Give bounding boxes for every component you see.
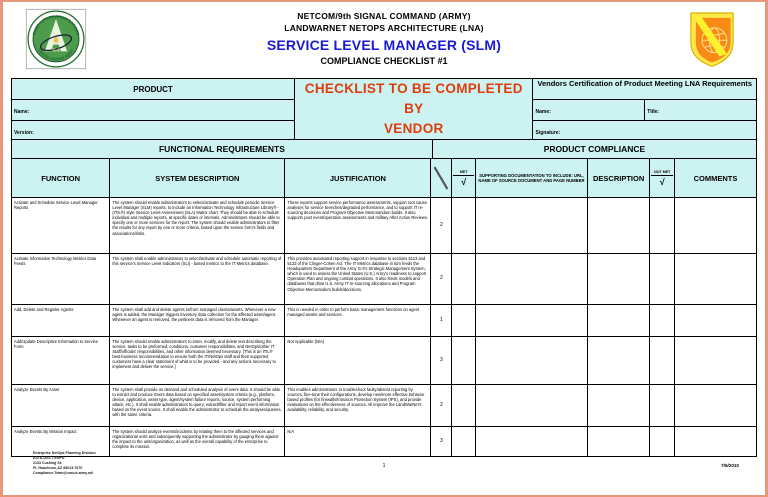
cell-not-met[interactable] [650,305,675,337]
product-vendor-band [11,78,757,140]
cell-system-description: The system shall provide on demand and scheduled analysis of event data. It should be able to extract and produce Event data based on specified asset/system criteria (e.g., platform, device, application, asset type, agent/system failure reports, source, system performing attack, etc.). It shall enable administrators to query, extract/filter and report event information based on the event source. It shall enable the administrator to schedule the analyses/queries, with the same criteria. [110,385,285,427]
footer-street: 2133 Cushing St. [33,461,62,466]
checklist-notice-line2: VENDOR [384,121,444,136]
cell-met[interactable] [452,254,476,305]
table-row [12,198,757,254]
product-name-value [31,108,35,116]
cell-supporting-documentation[interactable] [476,337,588,385]
document-footer [11,449,757,489]
cell-priority: 3 [431,427,452,457]
cell-priority: 2 [431,385,452,427]
cell-met[interactable] [452,385,476,427]
footer-email: Compliance.Team@conus.army.mil [33,471,94,476]
cell-not-met[interactable] [650,198,675,254]
vendor-certification-header: Vendors Certification of Product Meeting LNA Requirements [533,79,757,100]
cell-not-met[interactable] [650,337,675,385]
cell-system-description: The system shall enable administrators to select/activate and schedule automatic reporting of this service's Service Level Indicators (SLI) - based metrics to the IT Metrics database. [110,254,285,305]
cell-function: Add/Update Descriptive Information to Service Form [12,337,110,385]
column-header-met [452,159,476,198]
page-title: SERVICE LEVEL MANAGER (SLM) [266,37,502,53]
column-header-justification: JUSTIFICATION [285,159,431,198]
product-header: PRODUCT [12,79,295,100]
cell-comments[interactable] [675,385,757,427]
checklist-notice [295,79,533,140]
command-line: NETCOM/9th SIGNAL COMMAND (ARMY) [297,11,471,21]
product-compliance-header: PRODUCT COMPLIANCE [432,140,756,159]
table-row [12,385,757,427]
cell-met[interactable] [452,305,476,337]
vendor-name-label: Name: [535,109,551,115]
cell-function: Activate and Schedule Service Level Manager Reports [12,198,110,254]
cell-met[interactable] [452,337,476,385]
cell-description[interactable] [587,305,650,337]
cell-priority: 2 [431,198,452,254]
table-row [12,254,757,305]
cell-priority: 3 [431,337,452,385]
cell-description[interactable] [587,254,650,305]
met-check-icon: √ [461,176,467,187]
cell-supporting-documentation[interactable] [476,198,588,254]
vendor-name-field[interactable] [533,100,645,121]
cell-comments[interactable] [675,254,757,305]
svg-text:UNITED STATES ARMY: UNITED STATES ARMY [37,48,75,62]
cell-justification: This enables administrators to troubleshoot faulty/absent reporting by sources, fine-tune their configurations, develop new/more effective behavior based profiles (for firewalls/Intrusion Protection System (IPS), and provide evaluations on the effectiveness of sources. All improve the LandWarNet's availability, reliability, and security. [285,385,431,427]
footer-city-state-zip: Ft. Huachuca, AZ 85613-7070 [33,466,83,471]
cio-g6-seal-icon [25,8,87,70]
footer-org: Enterprise NetOps Planning Division [33,451,96,455]
cell-function: Analyze Events By Mission Impact [12,427,110,457]
cell-met[interactable] [452,198,476,254]
vendor-signature-value [562,129,566,137]
met-label: MET [453,168,474,176]
cell-system-description: The system shall add and delete agents to/from managed clients/assets. Whenever a new agent is added, the Manager triggers inventory data collection for the affected asset/agent. Whenever an agent is removed, the pertinent data is removed from the Manager. [110,305,285,337]
not-met-check-icon: √ [659,176,665,187]
column-header-function: FUNCTION [12,159,110,198]
cell-not-met[interactable] [650,254,675,305]
cell-priority: 1 [431,305,452,337]
column-header-supporting-documentation: SUPPORTING DOCUMENTATION TO INCLUDE: URL, NAME OF SOURCE DOCUMENT AND PAGE NUMBER [476,159,588,198]
cell-not-met[interactable] [650,385,675,427]
vendor-title-field[interactable] [645,100,757,121]
cell-comments[interactable] [675,337,757,385]
column-header-not-met [650,159,675,198]
column-header-system-description: SYSTEM DESCRIPTION [110,159,285,198]
document-date: 7/6/2010 [721,463,739,468]
column-header-comments: COMMENTS [675,159,757,198]
cell-function: Analyze Events By Asset [12,385,110,427]
cell-justification: This is needed in order to perform basic management functions on agent managed assets and services. [285,305,431,337]
cell-supporting-documentation[interactable] [476,254,588,305]
svg-text:CHIEF INFORMATION OFFICER: CHIEF INFORMATION OFFICER [31,13,81,36]
cell-supporting-documentation[interactable] [476,385,588,427]
vendor-title-label: Title: [647,109,660,115]
cell-description[interactable] [587,385,650,427]
document-title-block [87,6,681,68]
footer-office-symbol: ESTA-OSC I-ENPD [33,456,65,461]
column-header-priority [431,159,452,198]
product-version-label: Version: [14,130,34,136]
cell-justification: This provides automated reporting support in response to sections 5113 and 5123 of the Clinger-Cohen Act. The IT Metrics database in turn feeds the Headquarters Department of the Army G-3's Strategic Management System, which is used to assess the United States (U.S.) Army's readiness to support Operation Plan and ongoing combat operations. It also feeds models and databases that drive U.S. Army IT re-sourcing allocations and Program Objective Memorandum builds/decisions. [285,254,431,305]
cell-comments[interactable] [675,198,757,254]
requirements-table-body [12,198,757,457]
cell-justification: N/A [285,427,431,457]
column-header-description: DESCRIPTION [587,159,650,198]
cell-priority: 2 [431,254,452,305]
cell-supporting-documentation[interactable] [476,305,588,337]
vendor-signature-label: Signature: [535,130,561,136]
cell-comments[interactable] [675,305,757,337]
cell-system-description: The system should analyze events/incidents by relating them to the affected services and organizational units and subsequently supporting the administrator by gauging them against the impact to the unit/organization, as well as the overall capability of the enterprise to complete its mission. [110,427,285,457]
not-met-label: NOT MET [651,168,673,176]
architecture-line: LANDWARNET NETOPS ARCHITECTURE (LNA) [284,23,484,33]
svg-text:G-6: G-6 [52,47,60,53]
table-row [12,337,757,385]
product-name-label: Name: [14,109,30,115]
checklist-notice-line1: CHECKLIST TO BE COMPLETED BY [304,81,523,116]
cell-system-description: The system should enable administrators to enter, modify, and delete text describing the service, tasks to be preformed, conditions, customer responsibilities, and NetOps/other IT Staff/officials' responsibilities, and other information deemed necessary. [This is an ITIL® best-business recommendation to ensure both the IT/NetOps staff and their supported customers have a clear statement of what is to be provided - and any actions necessary to implement and deliver the service.] [110,337,285,385]
table-row [12,305,757,337]
cell-justification: Not Applicable (N/A) [285,337,431,385]
cell-description[interactable] [587,198,650,254]
cell-system-description: The system should enable administrators to select/activate and schedule periodic Service Level Manager (SLM) reports, to include an Information Technology Infrastructure Library® - (ITIL®) style Service Level Assessment (SLA) Matrix chart. They should be able to schedule individual and multiple reports, at specific dates or intervals. Administrators should be able to specify one or more services for the report. The system should enable administrators to filter the results for any report by one or more criteria, based upon the service form's fields and associations/links. [110,198,285,254]
vendor-name-value [553,108,557,116]
vendor-signature-field[interactable] [533,121,757,140]
section-band [11,139,757,159]
netcom-shield-icon [681,8,743,70]
vendor-title-value [661,108,665,116]
requirements-table [11,158,757,457]
product-version-value [36,129,40,137]
functional-requirements-header: FUNCTIONAL REQUIREMENTS [12,140,433,159]
cell-function: Activate Information Technology Metrics Data Feeds [12,254,110,305]
checklist-subtitle: COMPLIANCE CHECKLIST #1 [320,56,448,66]
product-name-field[interactable] [12,100,295,121]
cell-justification: These reports support service performance assessments, support root cause analyses for service breeches/degraded performance, and to support IT re-sourcing decisions and Program Objective Memorandum builds. It also supports post event/operation assessments and military After Action Reviews. [285,198,431,254]
cell-description[interactable] [587,337,650,385]
document-masthead [11,6,757,78]
page-number: 1 [382,463,386,469]
product-version-field[interactable] [12,121,295,140]
cell-function: Add, Delete and Register Agents [12,305,110,337]
diagonal-slash-icon [432,161,450,195]
